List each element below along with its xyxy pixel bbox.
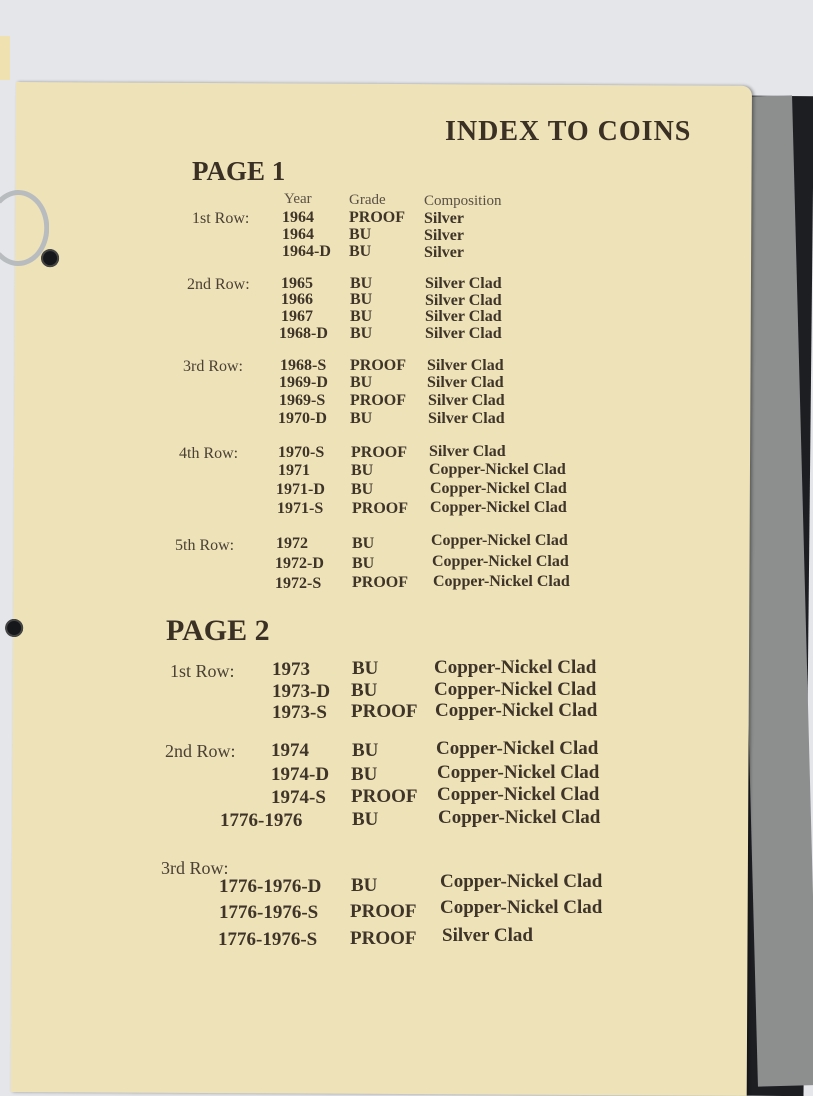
composition-cell: Silver	[424, 244, 464, 261]
composition-cell: Copper-Nickel Clad	[431, 532, 568, 549]
composition-cell: Copper-Nickel Clad	[440, 897, 603, 918]
grade-cell: PROOF	[349, 209, 405, 226]
row-label: 2nd Row:	[187, 276, 250, 293]
composition-cell: Copper-Nickel Clad	[434, 679, 597, 700]
punch-hole	[41, 249, 59, 267]
page-title: INDEX TO COINS	[445, 116, 692, 147]
year-cell: 1776-1976-S	[219, 902, 319, 923]
year-cell: 1972-D	[275, 555, 324, 572]
row-label: 1st Row:	[170, 661, 235, 681]
composition-cell: Silver Clad	[425, 325, 502, 342]
row-label: 2nd Row:	[165, 741, 236, 761]
year-cell: 1971-S	[277, 500, 324, 517]
year-cell: 1964-D	[282, 243, 331, 260]
composition-cell: Copper-Nickel Clad	[436, 738, 599, 759]
row-label: 5th Row:	[175, 537, 235, 554]
grade-cell: BU	[349, 226, 372, 243]
year-cell: 1969-D	[279, 374, 328, 391]
row-label: 3rd Row:	[183, 358, 243, 375]
composition-cell: Silver Clad	[429, 443, 506, 460]
year-cell: 1972	[276, 535, 308, 552]
year-cell: 1966	[281, 291, 313, 308]
column-header-composition: Composition	[424, 193, 502, 209]
column-header-year: Year	[284, 191, 312, 207]
year-cell: 1974	[271, 740, 309, 761]
year-cell: 1970-D	[278, 410, 327, 427]
row-label: 3rd Row:	[161, 858, 229, 878]
grade-cell: PROOF	[351, 444, 407, 461]
grade-cell: BU	[350, 374, 373, 391]
grade-cell: BU	[351, 764, 378, 785]
row-label: 1st Row:	[192, 210, 250, 227]
year-cell: 1973-D	[272, 681, 331, 702]
composition-cell: Copper-Nickel Clad	[432, 553, 569, 570]
grade-cell: BU	[350, 410, 373, 427]
page-tab	[0, 36, 10, 80]
year-cell: 1969-S	[279, 392, 326, 409]
composition-cell: Silver Clad	[425, 308, 502, 325]
year-cell: 1776-1976-S	[218, 929, 318, 950]
grade-cell: BU	[351, 481, 374, 498]
composition-cell: Copper-Nickel Clad	[438, 807, 601, 828]
year-cell: 1970-S	[278, 444, 325, 461]
grade-cell: PROOF	[350, 901, 417, 922]
year-cell: 1965	[281, 275, 313, 292]
year-cell: 1776-1976	[220, 810, 303, 831]
grade-cell: PROOF	[350, 392, 406, 409]
composition-cell: Silver	[424, 227, 464, 244]
composition-cell: Copper-Nickel Clad	[435, 700, 598, 721]
year-cell: 1964	[282, 209, 314, 226]
grade-cell: PROOF	[351, 786, 418, 807]
year-cell: 1971-D	[276, 481, 325, 498]
composition-cell: Copper-Nickel Clad	[437, 762, 600, 783]
grade-cell: PROOF	[350, 357, 406, 374]
grade-cell: PROOF	[352, 574, 408, 591]
composition-cell: Silver Clad	[427, 357, 504, 374]
grade-cell: BU	[351, 680, 378, 701]
year-cell: 1972-S	[275, 575, 322, 592]
composition-cell: Silver Clad	[425, 292, 502, 309]
year-cell: 1968-D	[279, 325, 328, 342]
grade-cell: BU	[351, 875, 378, 896]
composition-cell: Silver Clad	[428, 410, 505, 427]
composition-cell: Silver Clad	[442, 925, 533, 946]
year-cell: 1776-1976-D	[219, 876, 322, 897]
year-cell: 1967	[281, 308, 313, 325]
punch-hole	[5, 619, 23, 637]
grade-cell: BU	[350, 325, 373, 342]
composition-cell: Copper-Nickel Clad	[440, 871, 603, 892]
grade-cell: BU	[352, 555, 375, 572]
page2-heading: PAGE 2	[166, 614, 270, 647]
grade-cell: BU	[351, 462, 374, 479]
year-cell: 1971	[278, 462, 310, 479]
composition-cell: Silver Clad	[428, 392, 505, 409]
grade-cell: BU	[350, 308, 373, 325]
page1-heading: PAGE 1	[192, 156, 286, 186]
year-cell: 1974-D	[271, 764, 330, 785]
year-cell: 1973-S	[272, 702, 327, 723]
row-label: 4th Row:	[179, 445, 239, 462]
grade-cell: BU	[350, 275, 373, 292]
composition-cell: Copper-Nickel Clad	[437, 784, 600, 805]
composition-cell: Copper-Nickel Clad	[430, 480, 567, 497]
composition-cell: Copper-Nickel Clad	[433, 573, 570, 590]
year-cell: 1973	[272, 659, 310, 680]
grade-cell: BU	[350, 291, 373, 308]
composition-cell: Copper-Nickel Clad	[430, 499, 567, 516]
grade-cell: BU	[352, 535, 375, 552]
composition-cell: Silver Clad	[427, 374, 504, 391]
composition-cell: Copper-Nickel Clad	[434, 657, 597, 678]
grade-cell: BU	[352, 809, 379, 830]
composition-cell: Silver Clad	[425, 275, 502, 292]
grade-cell: BU	[352, 740, 379, 761]
year-cell: 1968-S	[280, 357, 327, 374]
grade-cell: PROOF	[350, 928, 417, 949]
year-cell: 1974-S	[271, 787, 326, 808]
grade-cell: PROOF	[352, 500, 408, 517]
composition-cell: Silver	[424, 210, 464, 227]
year-cell: 1964	[282, 226, 314, 243]
composition-cell: Copper-Nickel Clad	[429, 461, 566, 478]
grade-cell: PROOF	[351, 701, 418, 722]
column-header-grade: Grade	[349, 192, 386, 208]
grade-cell: BU	[349, 243, 372, 260]
grade-cell: BU	[352, 658, 379, 679]
